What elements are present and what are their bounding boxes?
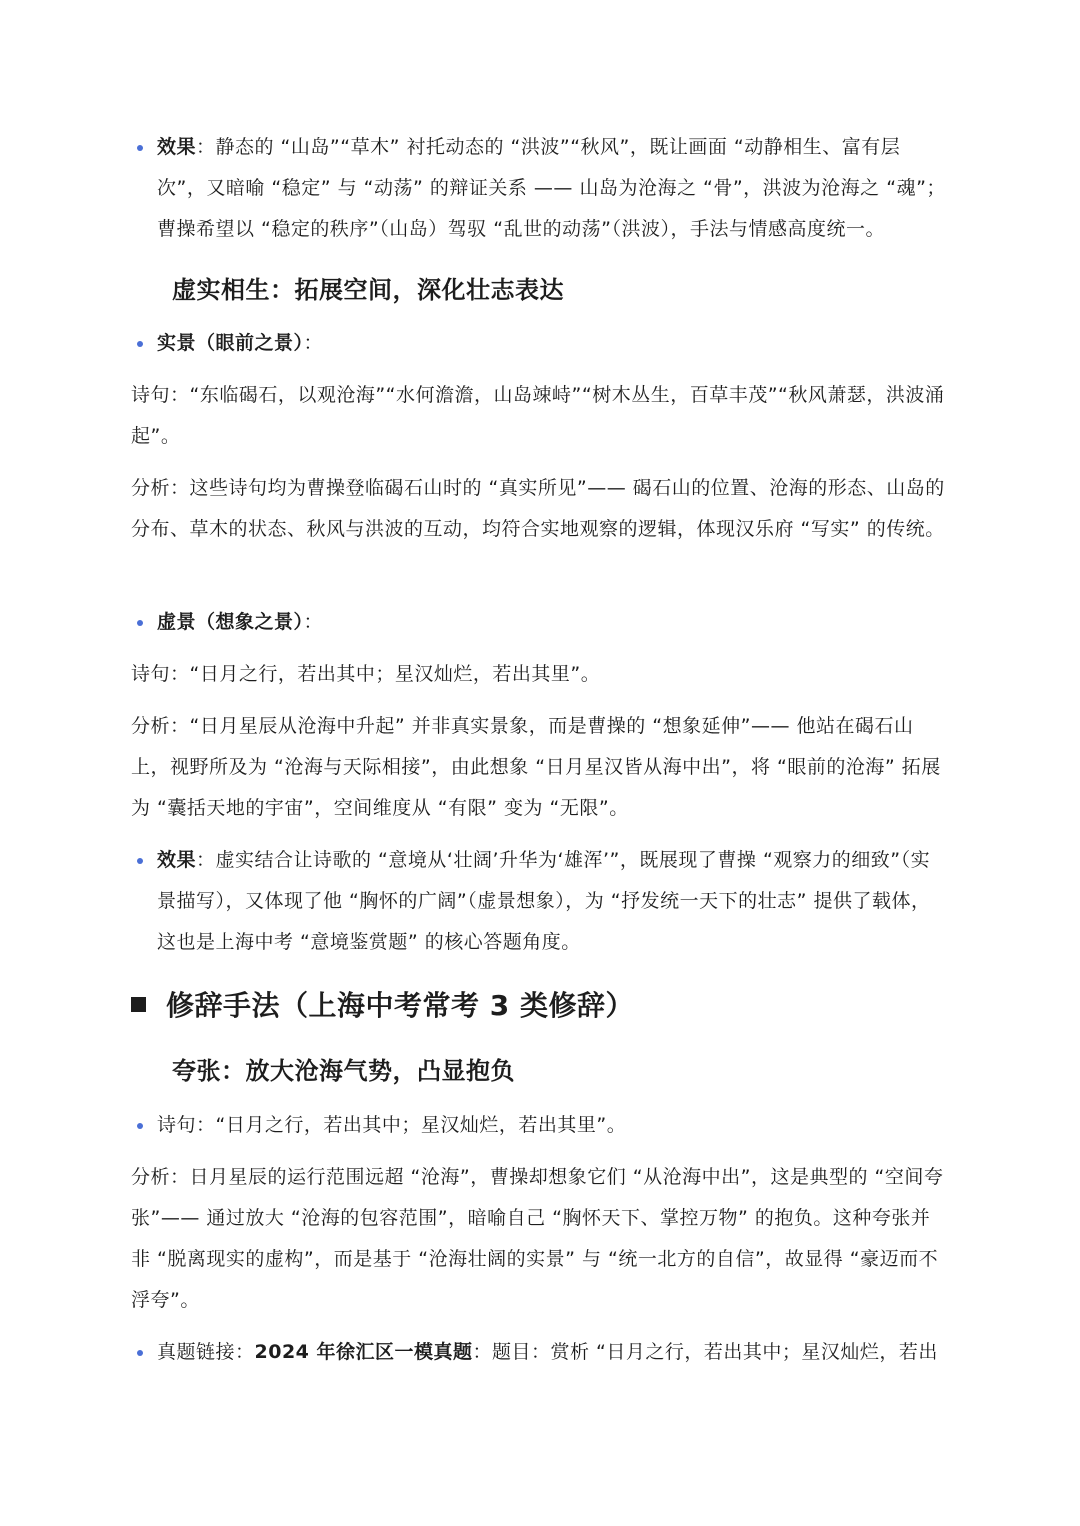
exam-link-text: ：题目：赏析 “日月之行，若出其中；星汉灿烂，若出 bbox=[472, 1341, 938, 1363]
bullet-dot-icon bbox=[137, 858, 143, 864]
virtual-scene-label: 虚景（想象之景） bbox=[157, 611, 304, 633]
effect-label: 效果 bbox=[157, 136, 197, 158]
virtual-scene-poem: 诗句：“日月之行，若出其中；星汉灿烂，若出其里”。 bbox=[131, 663, 601, 685]
exaggeration-poem: 诗句：“日月之行，若出其中；星汉灿烂，若出其里”。 bbox=[157, 1114, 627, 1136]
virtual-scene-suffix: ： bbox=[303, 611, 324, 633]
section-heading-virtual-real: 虚实相生：拓展空间，深化壮志表达 bbox=[172, 276, 564, 304]
bullet-dot-icon bbox=[137, 1350, 143, 1356]
real-scene-suffix: ： bbox=[303, 332, 324, 354]
real-scene-analysis: 分析：这些诗句均为曹操登临碣石山时的 “真实所见”—— 碣石山的位置、沧海的形态、山岛的分布、草木的状态、秋风与洪波的互动，均符合实地观察的逻辑，体现汉乐府 “写实” 的传统。 bbox=[131, 477, 945, 540]
real-scene-bullet bbox=[131, 323, 946, 364]
real-scene-poem: 诗句：“东临碣石，以观沧海”“水何澹澹，山岛竦峙”“树木丛生，百草丰茂”“秋风萧瑟，洪波涌起”。 bbox=[131, 384, 945, 447]
effect-label-2: 效果 bbox=[157, 849, 197, 871]
bullet-dot-icon bbox=[137, 341, 143, 347]
real-scene-label: 实景（眼前之景） bbox=[157, 332, 304, 354]
effect-bullet bbox=[131, 127, 946, 250]
effect-text-2: ：虚实结合让诗歌的 “意境从‘壮阔’升华为‘雄浑’”，既展现了曹操 “观察力的细致”（实景描写），又体现了他 “胸怀的广阔”（虚景想象），为 “抒发统一天下的壮志” 提供了载体，这也是上海中考 “意境鉴赏题” 的核心答题角度。 bbox=[157, 849, 931, 953]
exam-link-bullet bbox=[131, 1332, 946, 1373]
bullet-dot-icon bbox=[137, 145, 143, 151]
rhetoric-heading-text: 修辞手法（上海中考常考 3 类修辞） bbox=[166, 989, 634, 1022]
effect-text: ：静态的 “山岛”“草木” 衬托动态的 “洪波”“秋风”，既让画面 “动静相生、富有层次”，又暗喻 “稳定” 与 “动荡” 的辩证关系 —— 山岛为沧海之 “骨”，洪波为沧海之 “魂”；曹操希望以 “稳定的秩序”（山岛）驾驭 “乱世的动荡”（洪波），手法与情感高度统一。 bbox=[157, 136, 946, 240]
exam-link-prefix: 真题链接： bbox=[157, 1341, 255, 1363]
virtual-scene-analysis: 分析：“日月星辰从沧海中升起” 并非真实景象，而是曹操的 “想象延伸”—— 他站在碣石山上，视野所及为 “沧海与天际相接”，由此想象 “日月星汉皆从海中出”，将 “眼前的沧海” 拓展为 “囊括天地的宇宙”，空间维度从 “有限” 变为 “无限”。 bbox=[131, 715, 941, 819]
square-bullet-icon bbox=[131, 997, 146, 1012]
exaggeration-poem-bullet bbox=[131, 1105, 946, 1146]
bullet-dot-icon bbox=[137, 1123, 143, 1129]
virtual-scene-bullet bbox=[131, 602, 946, 643]
exam-link-label: 2024 年徐汇区一模真题 bbox=[254, 1341, 473, 1363]
exaggeration-analysis: 分析：日月星辰的运行范围远超 “沧海”，曹操却想象它们 “从沧海中出”，这是典型的 “空间夸张”—— 通过放大 “沧海的包容范围”，暗喻自己 “胸怀天下、掌控万物” 的抱负。这种夸张并非 “脱离现实的虚构”，而是基于 “沧海壮阔的实景” 与 “统一北方的自信”，故显得 “豪迈而不浮夸”。 bbox=[131, 1166, 944, 1311]
bullet-dot-icon bbox=[137, 620, 143, 626]
section-heading-exaggeration: 夸张：放大沧海气势，凸显抱负 bbox=[172, 1057, 515, 1085]
section-heading-rhetoric bbox=[131, 988, 634, 1024]
effect-bullet-2 bbox=[131, 840, 946, 963]
